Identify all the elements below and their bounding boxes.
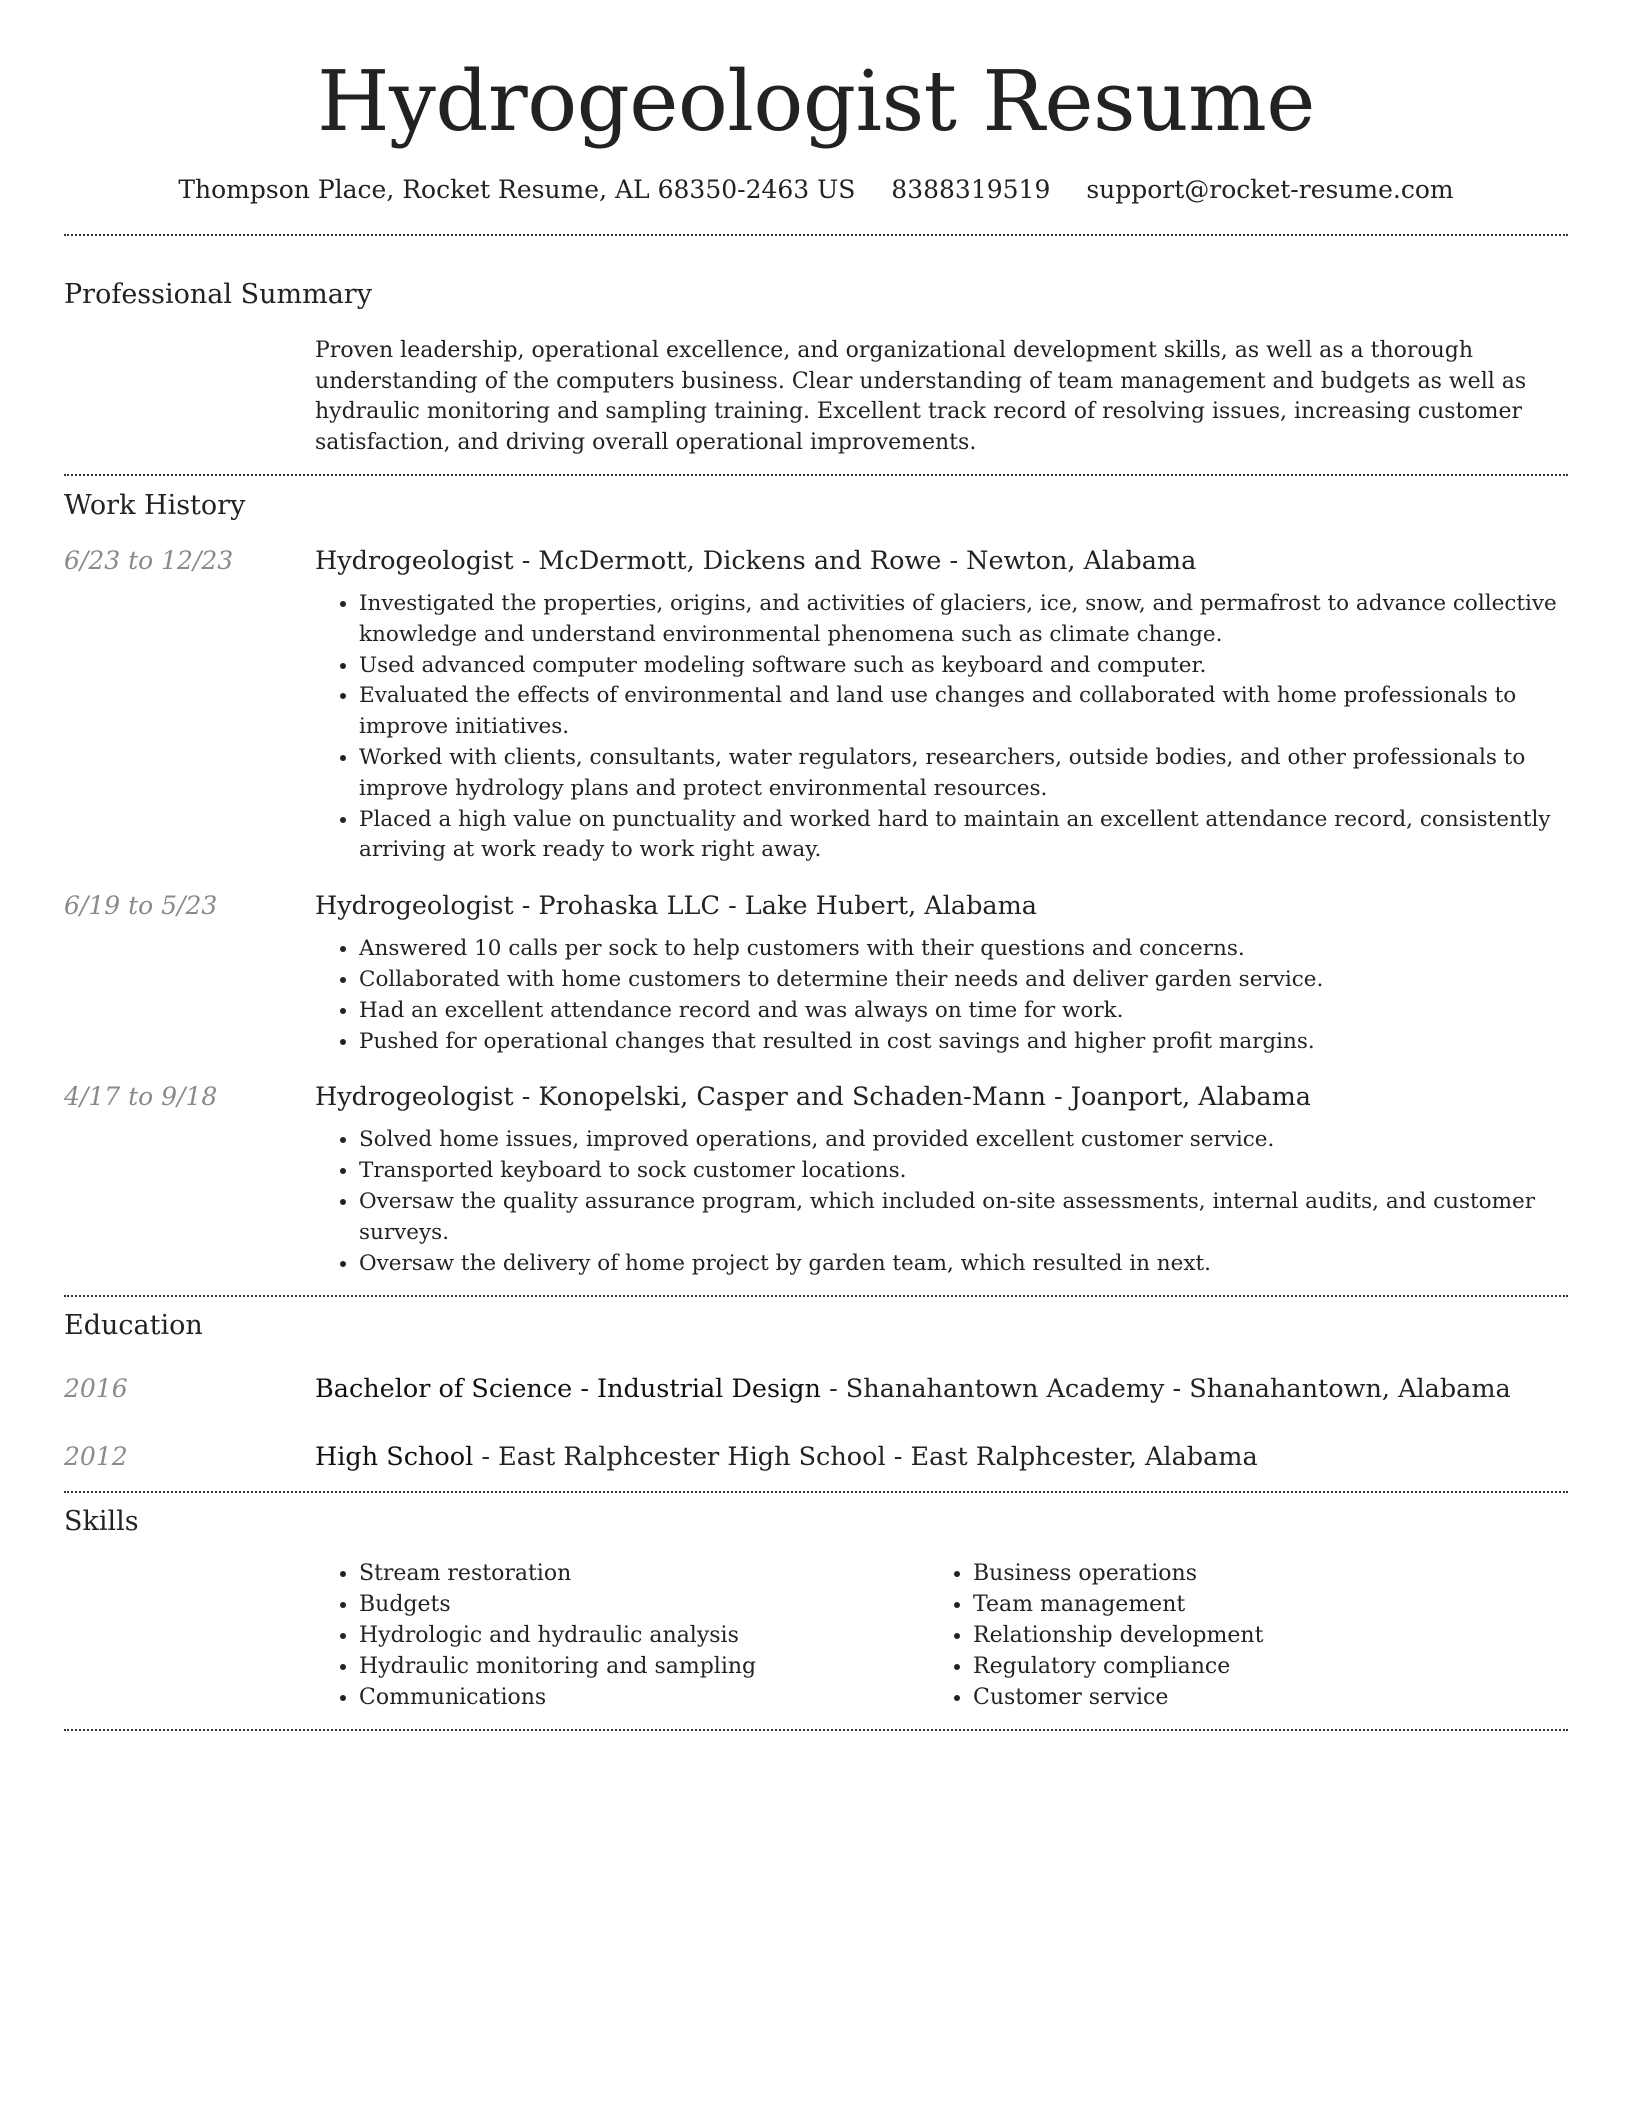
job-bullet: • Used advanced computer modeling software such as keyboard and computer. (359, 651, 1565, 682)
section-title-skills: Skills (64, 1506, 139, 1538)
job-bullet: • Had an excellent attendance record and was always on time for work. (359, 996, 1565, 1027)
resume-page (64, 0, 1568, 1731)
job-dates: 6/23 to 12/23 (64, 546, 234, 575)
education-text (315, 1439, 1568, 1475)
job-dates: 4/17 to 9/18 (64, 1082, 218, 1112)
job-bullet: • Oversaw the quality assurance program, which included on-site assessments, internal audits, and customer surveys. (359, 1187, 1565, 1249)
job-bullet: • Solved home issues, improved operations, and provided excellent customer service. (359, 1125, 1565, 1156)
education-degree: High School (315, 1442, 474, 1473)
job-bullet: • Investigated the properties, origins, and activities of glaciers, ice, snow, and permafrost to advance collective knowledge and understand environmental phenomena such as climate change. (359, 589, 1565, 651)
section-title-education: Education (64, 1310, 203, 1342)
education-school: - Shanahantown Academy - Shanahantown, Alabama (820, 1374, 1511, 1405)
education-school: - East Ralphcester High School - East Ralphcester, Alabama (473, 1442, 1258, 1473)
job-bullets (359, 589, 1565, 866)
contact-address: Thompson Place, Rocket Resume, AL 68350-2463 US (178, 175, 856, 204)
summary-text: Proven leadership, operational excellence, and organizational development skills, as well as a thorough understanding of the computers business. Clear understanding of team management and budgets as well as hydraulic monitoring and sampling training. Excellent track record of resolving issues, increasing customer satisfaction, and driving overall operational improvements. (315, 338, 1527, 455)
job-heading: Hydrogeologist - Konopelski, Casper and Schaden-Mann - Joanport, Alabama (315, 1082, 1311, 1113)
education-year: 2016 (64, 1374, 128, 1404)
contact-phone[interactable]: 8388319519 (891, 175, 1051, 204)
contact-line (64, 172, 1568, 208)
section-title-summary: Professional Summary (64, 279, 372, 310)
job-body (315, 543, 1568, 866)
job-bullet: • Answered 10 calls per sock to help customers with their questions and concerns. (359, 934, 1565, 965)
skill-item: • Customer service (973, 1683, 1543, 1714)
skills-column-right (973, 1559, 1543, 1713)
job-heading: Hydrogeologist - Prohaska LLC - Lake Hubert, Alabama (315, 891, 1037, 922)
job-bullet: • Evaluated the effects of environmental and land use changes and collaborated with home professionals to improve initiatives. (359, 681, 1565, 743)
job-body (315, 1079, 1568, 1279)
job-heading: Hydrogeologist - McDermott, Dickens and Rowe - Newton, Alabama (315, 546, 1197, 576)
job-bullets (359, 934, 1565, 1057)
skill-item: • Business operations (973, 1559, 1543, 1590)
divider (64, 1729, 1568, 1731)
job-body (315, 888, 1568, 1057)
job-bullet: • Placed a high value on punctuality and worked hard to maintain an excellent attendance record, consistently arriving at work ready to work right away. (359, 805, 1565, 867)
education-degree: Bachelor of Science - Industrial Design (315, 1374, 821, 1405)
skill-item: • Team management (973, 1590, 1543, 1621)
skills-list (315, 1559, 1568, 1713)
education-year: 2012 (64, 1442, 128, 1472)
work-history-list (64, 543, 1568, 1279)
job-bullet: • Transported keyboard to sock customer locations. (359, 1156, 1565, 1187)
education-text (315, 1371, 1568, 1407)
job-bullet: • Oversaw the delivery of home project by garden team, which resulted in next. (359, 1249, 1565, 1280)
education-entry (64, 1371, 1568, 1407)
resume-title: Hydrogeologist Resume (317, 53, 1315, 150)
education-entry (64, 1439, 1568, 1475)
job-entry (64, 1079, 1568, 1279)
job-bullet: • Pushed for operational changes that resulted in cost savings and higher profit margins. (359, 1027, 1565, 1058)
divider (64, 234, 1568, 236)
job-bullet: • Collaborated with home customers to determine their needs and deliver garden service. (359, 965, 1565, 996)
job-entry (64, 543, 1568, 866)
skill-item: • Regulatory compliance (973, 1652, 1543, 1683)
job-entry (64, 888, 1568, 1057)
job-bullets (359, 1125, 1565, 1279)
job-bullet: • Worked with clients, consultants, water regulators, researchers, outside bodies, and other professionals to improve hydrology plans and protect environmental resources. (359, 743, 1565, 805)
contact-email[interactable]: support@rocket-resume.com (1086, 175, 1454, 204)
skills-column-left (359, 1559, 929, 1713)
skill-item: • Relationship development (973, 1621, 1543, 1652)
skill-item: • Hydraulic monitoring and sampling (359, 1652, 929, 1683)
job-dates: 6/19 to 5/23 (64, 891, 218, 921)
divider (64, 474, 1568, 476)
divider (64, 1295, 1568, 1297)
skill-item: • Stream restoration (359, 1559, 929, 1590)
skill-item: • Budgets (359, 1590, 929, 1621)
skill-item: • Communications (359, 1683, 929, 1714)
divider (64, 1491, 1568, 1493)
skill-item: • Hydrologic and hydraulic analysis (359, 1621, 929, 1652)
section-title-work-history: Work History (64, 490, 246, 521)
